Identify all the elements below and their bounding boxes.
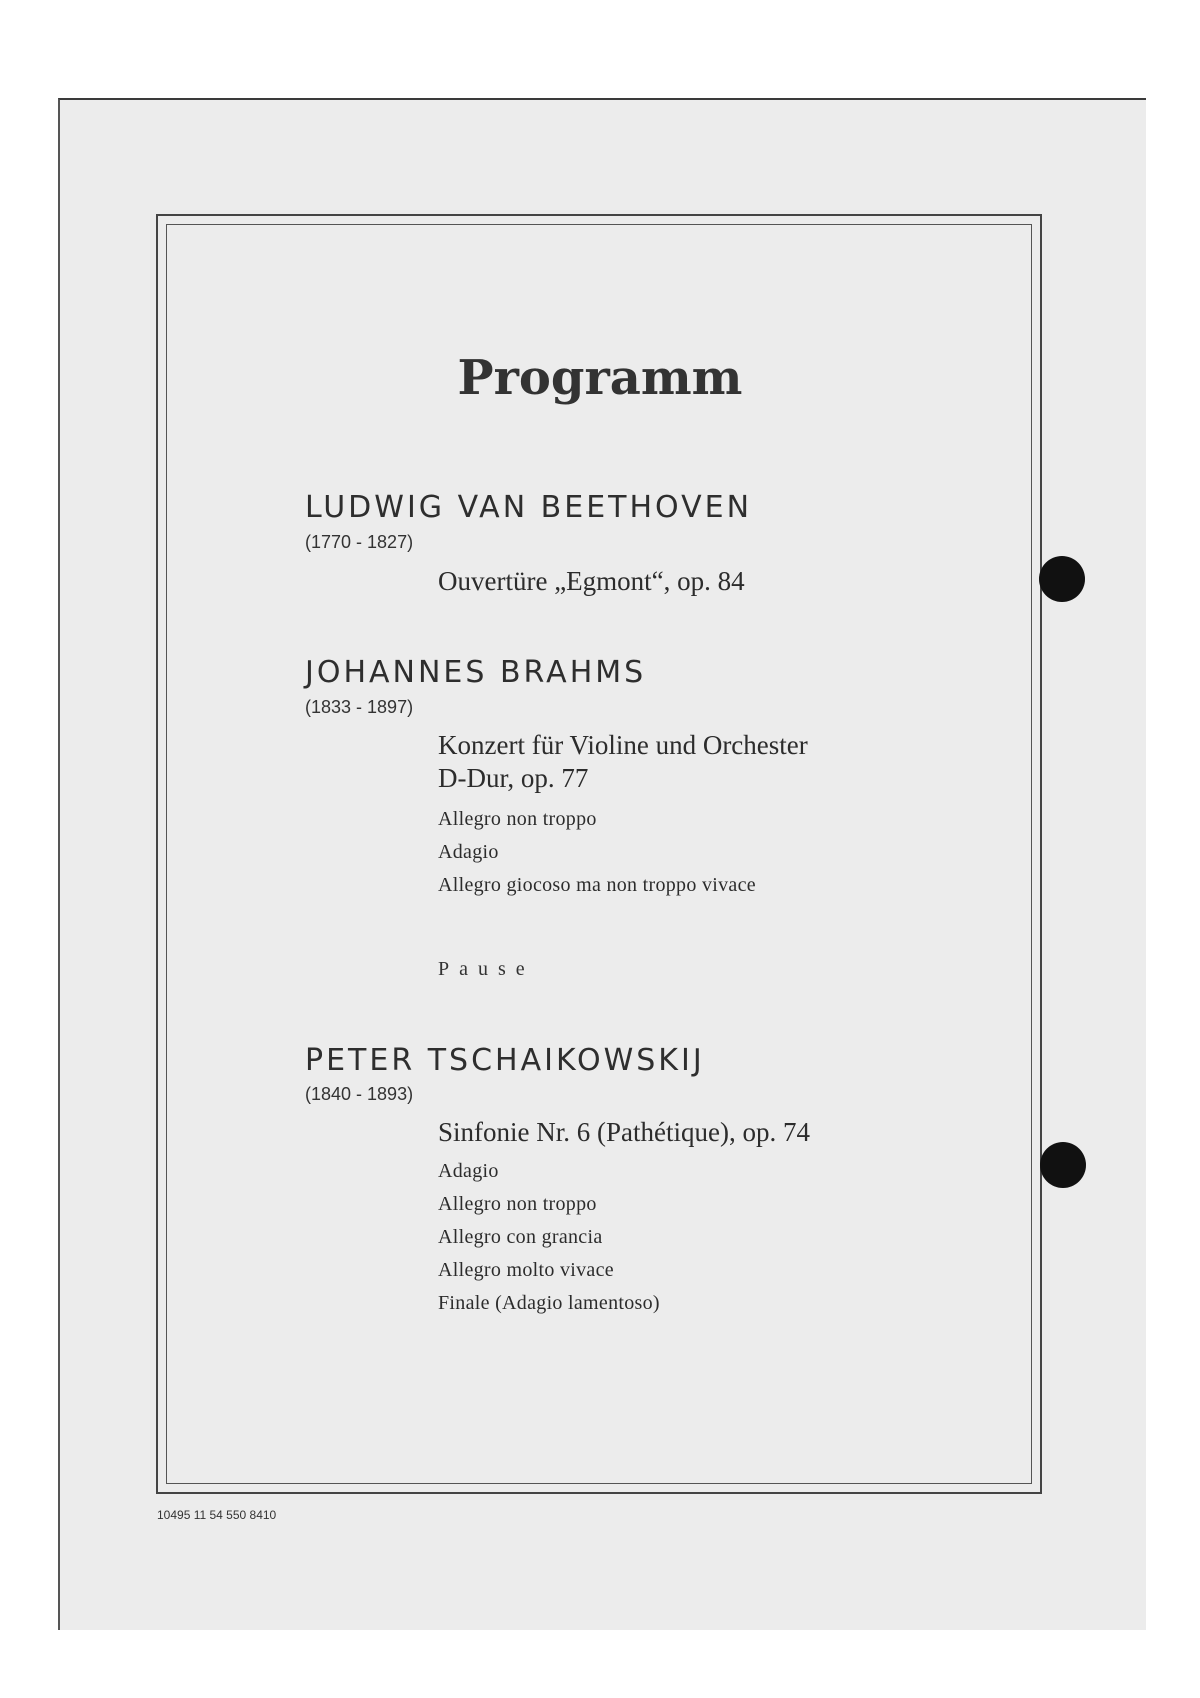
composer-name-brahms: JOHANNES BRAHMS bbox=[305, 655, 647, 690]
composer-years-brahms: (1833 - 1897) bbox=[305, 697, 414, 717]
work-title: Konzert für Violine und Orchester bbox=[438, 730, 808, 760]
punch-hole-top bbox=[1039, 556, 1085, 602]
composer-years-tschaikowskij: (1840 - 1893) bbox=[305, 1084, 414, 1104]
movement-item: Finale (Adagio lamentoso) bbox=[438, 1292, 660, 1314]
movement-item: Allegro non troppo bbox=[438, 808, 597, 830]
intermission-label: Pause bbox=[438, 958, 535, 980]
work-title: Ouvertüre „Egmont“, op. 84 bbox=[438, 566, 745, 596]
movement-item: Adagio bbox=[438, 841, 499, 863]
composer-years-beethoven: (1770 - 1827) bbox=[305, 532, 414, 552]
page-title: Programm bbox=[457, 350, 743, 406]
print-code: 10495 11 54 550 8410 bbox=[157, 1508, 277, 1522]
movement-item: Allegro giocoso ma non troppo vivace bbox=[438, 874, 756, 896]
movement-item: Allegro con grancia bbox=[438, 1226, 603, 1248]
movement-item: Allegro non troppo bbox=[438, 1193, 597, 1215]
movement-item: Allegro molto vivace bbox=[438, 1259, 614, 1281]
work-subtitle: D-Dur, op. 77 bbox=[438, 763, 589, 793]
punch-hole-bottom bbox=[1040, 1142, 1086, 1188]
composer-name-tschaikowskij: PETER TSCHAIKOWSKIJ bbox=[305, 1043, 705, 1078]
work-title: Sinfonie Nr. 6 (Pathétique), op. 74 bbox=[438, 1117, 810, 1147]
movement-item: Adagio bbox=[438, 1160, 499, 1182]
composer-name-beethoven: LUDWIG VAN BEETHOVEN bbox=[305, 490, 753, 525]
